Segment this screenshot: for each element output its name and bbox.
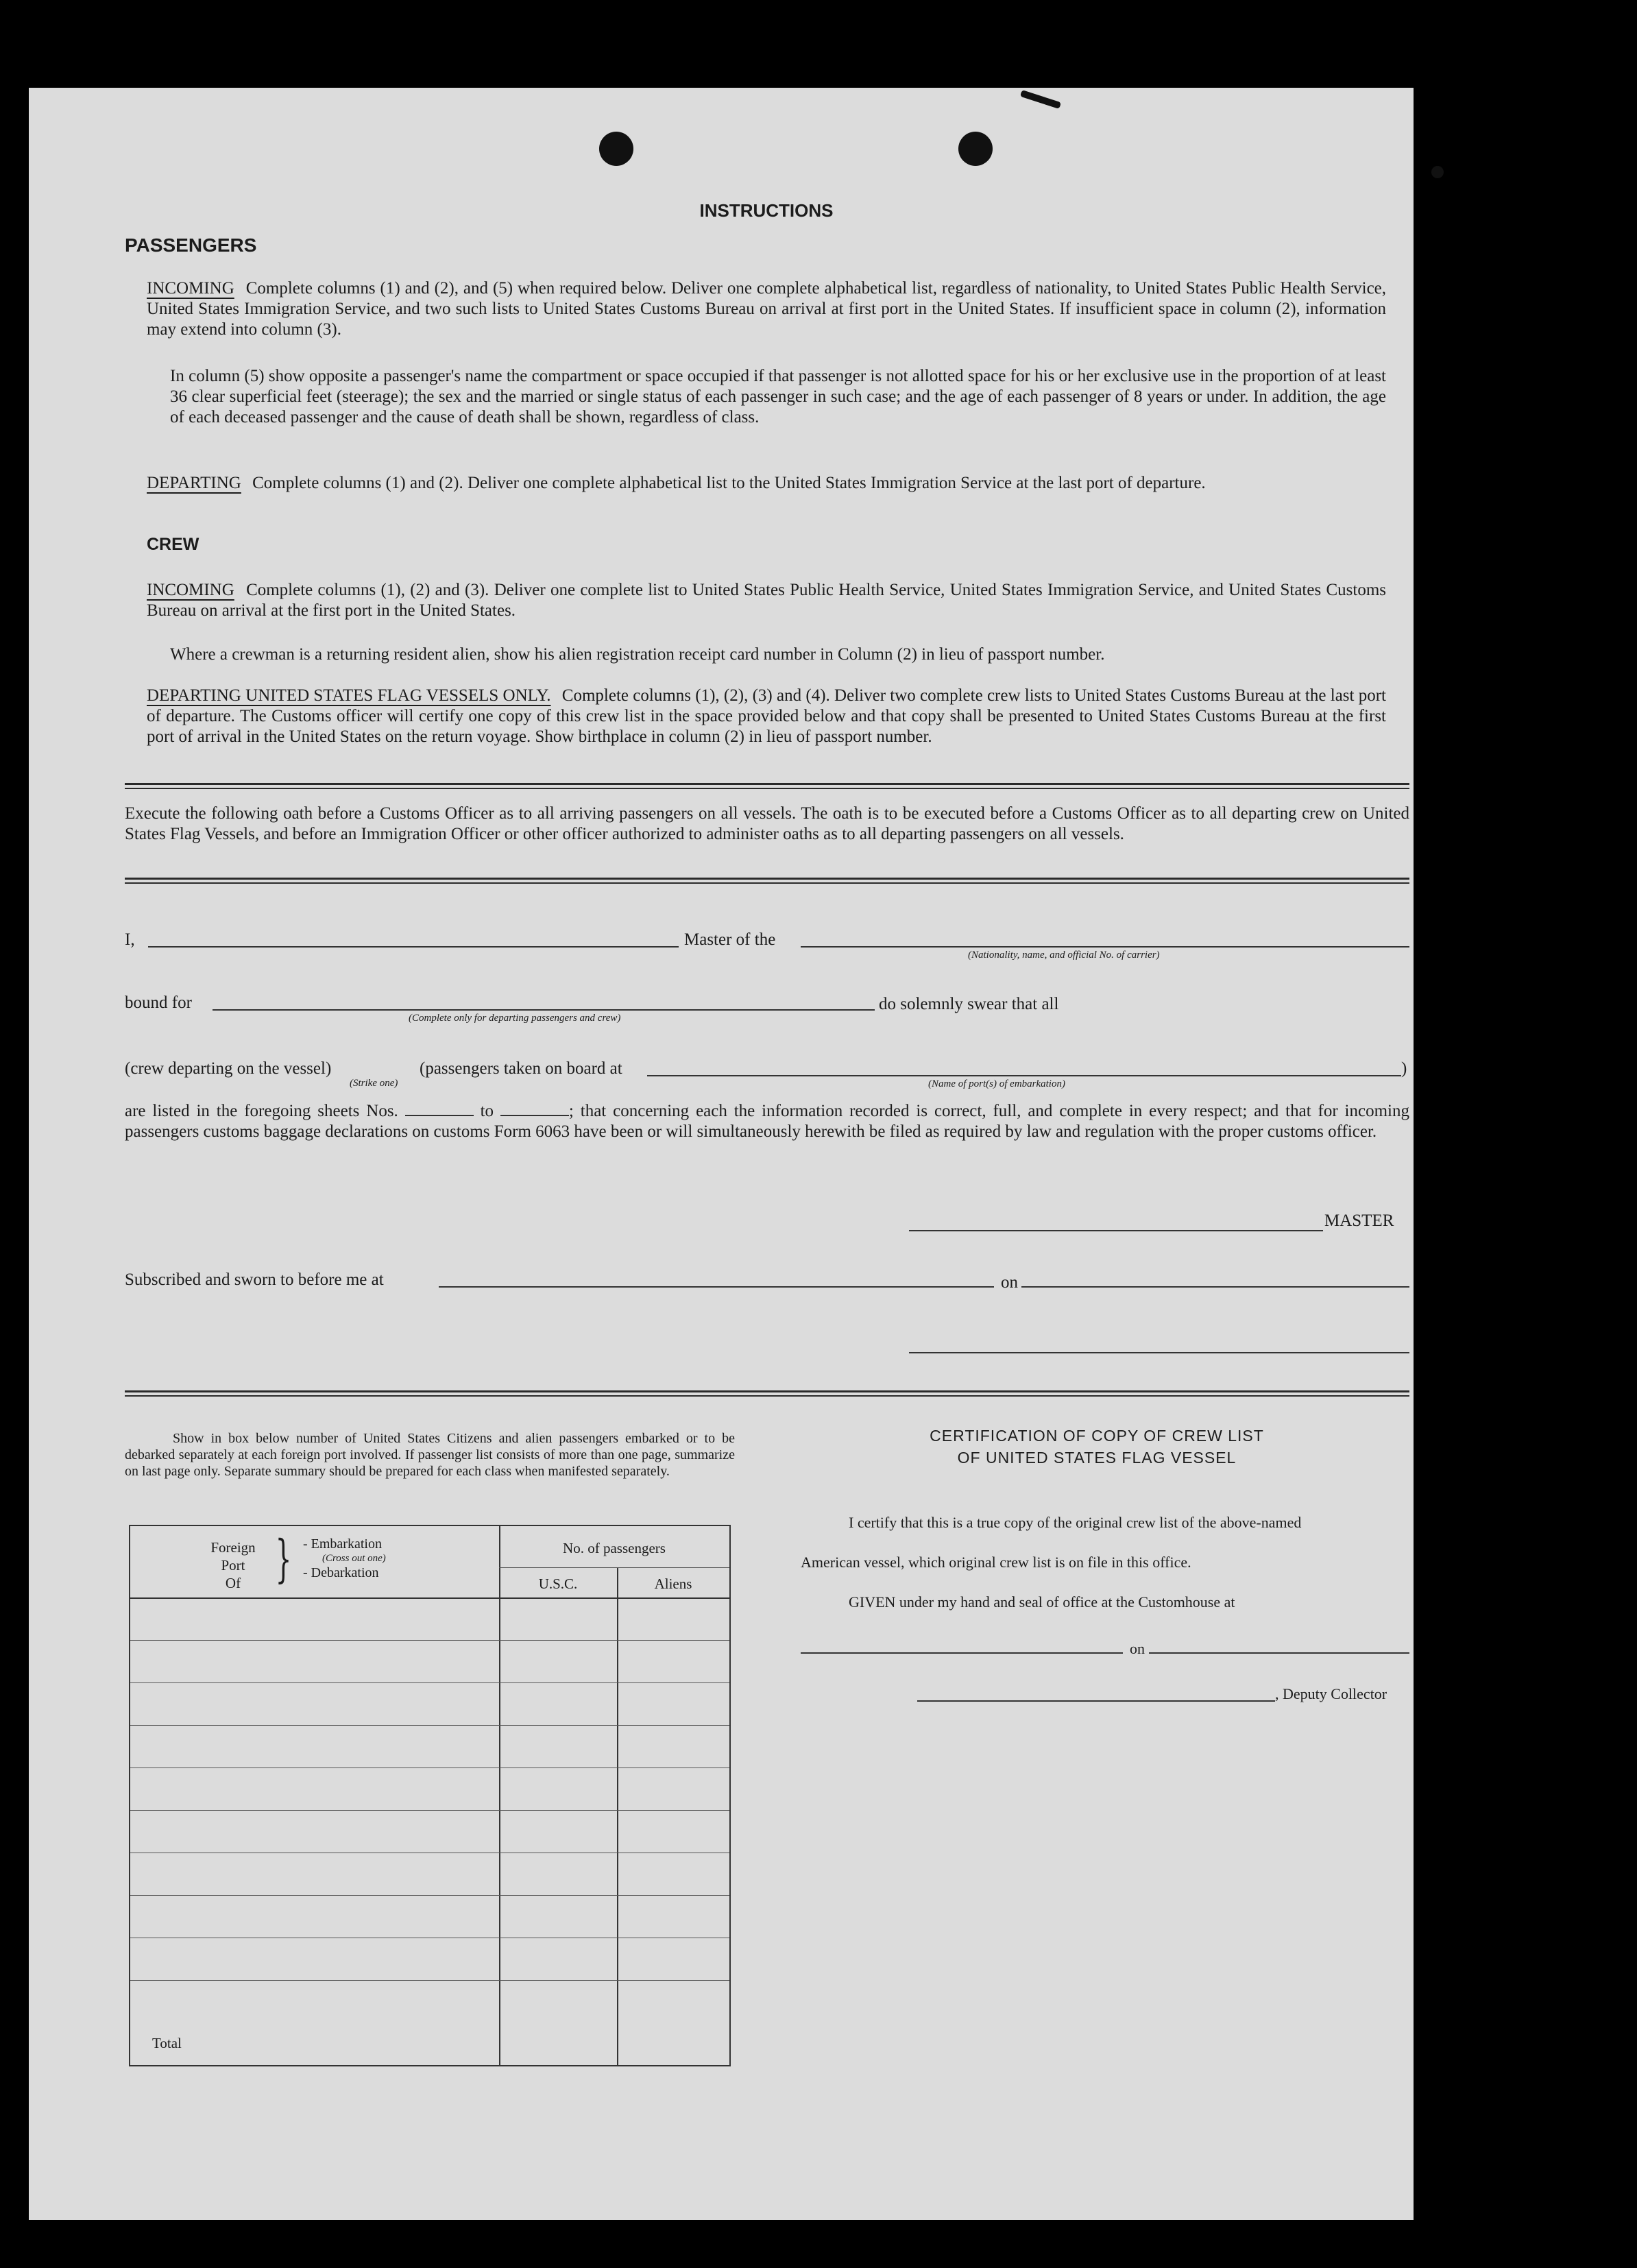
passenger-summary-table <box>129 1525 731 2066</box>
port-note: (Name of port(s) of embarkation) <box>928 1078 1065 1089</box>
of-label: Of <box>225 1575 241 1591</box>
bound-for-note: (Complete only for departing passengers and crew) <box>409 1013 621 1024</box>
column5-text: In column (5) show opposite a passenger's name the compartment or space occupied if that passenger is not allotted space for his or her exclusive use in the proportion of at least 36 clear superficial feet (steerage); the sex and the married or single status of each passenger in such case; and the age of each passenger of 8 years or under. In addition, the age of each deceased passenger and the cause of death shall be shown, regardless of class. <box>170 367 1386 426</box>
separator-line <box>125 878 1409 884</box>
separator-line <box>125 1390 1409 1397</box>
aliens-header: Aliens <box>654 1576 692 1592</box>
incoming-text: Complete columns (1) and (2), and (5) when required below. Deliver one complete alphabetical list, regardless of nationality, to United States Public Health Service, United States Immigration Service, and two such lists to United States Customs Bureau on arrival at first port in the United States. If insufficient space in column (2), information may extend into column (3). <box>147 279 1387 339</box>
deputy-collector-signature-field[interactable] <box>917 1700 1275 1702</box>
passengers-taken-label: (passengers taken on board at <box>420 1059 622 1078</box>
master-label: MASTER <box>1324 1211 1394 1230</box>
certification-date-field[interactable] <box>1149 1652 1409 1654</box>
certification-title <box>788 1425 1405 1469</box>
separator-line <box>125 783 1409 789</box>
punch-hole-right <box>958 132 993 166</box>
close-paren: ) <box>1401 1059 1407 1078</box>
embark-debark-label <box>303 1536 386 1581</box>
sheets-text-b: ; that concerning each the information recorded is correct, full, and complete in every respect; and that for incoming passengers customs baggage declarations on customs Form 6063 have been or will simultaneously herewith be filed as required by law and regulation with the proper customs officer. <box>125 1102 1409 1141</box>
crew-resident-text: Where a crewman is a returning resident alien, show his alien registration receipt card number in Column (2) in lieu of passport number. <box>170 645 1105 664</box>
sworn-date-field[interactable] <box>1021 1286 1409 1288</box>
certification-line2: American vessel, which original crew list is on file in this office. <box>801 1554 1191 1571</box>
table-row-line <box>130 1725 729 1726</box>
master-name-field[interactable] <box>148 946 679 948</box>
no-of-passengers-header: No. of passengers <box>563 1540 666 1556</box>
column5-paragraph <box>170 366 1386 428</box>
departing-label: DEPARTING <box>147 474 241 492</box>
certification-title-line1: CERTIFICATION OF COPY OF CREW LIST <box>930 1427 1264 1445</box>
table-row-line <box>130 1980 729 1981</box>
cross-out-note: (Cross out one) <box>322 1553 386 1564</box>
oath-intro-text: Execute the following oath before a Customs Officer as to all arriving passengers on all vessels. The oath is to be executed before a Customs Officer as to all departing crew on United States Flag Vessels, and before an Immigration Officer or other officer authorized to administer oaths as to all departing passengers on all vessels. <box>125 804 1409 843</box>
bound-for-field[interactable] <box>213 1009 875 1011</box>
sheets-from-field[interactable] <box>405 1115 474 1116</box>
embarkation-label: - Embarkation <box>303 1536 382 1552</box>
table-header-line <box>130 1597 729 1599</box>
departing-text: Complete columns (1) and (2). Deliver one complete alphabetical list to the United States Immigration Service at the last port of departure. <box>252 474 1206 492</box>
port-of-embarkation-field[interactable] <box>647 1075 1401 1076</box>
debarkation-label: - Debarkation <box>303 1565 379 1580</box>
bound-for-label: bound for <box>125 993 192 1012</box>
table-row-line <box>130 1640 729 1641</box>
crew-departing-label: (crew departing on the vessel) <box>125 1059 332 1078</box>
incoming-label: INCOMING <box>147 279 234 298</box>
crew-resident-paragraph <box>170 644 1386 665</box>
crew-flag-text: Complete columns (1), (2), (3) and (4). Deliver two complete crew lists to United States Customs Bureau at the last port of departure. The Customs officer will certify one copy of this crew list in the space provided below and that copy shall be presented to United States Customs Bureau at the first port of arrival in the United States on the return voyage. Show birthplace in column (2) in lieu of passport number. <box>147 686 1387 746</box>
instructions-title: INSTRUCTIONS <box>699 200 834 221</box>
crew-incoming-label: INCOMING <box>147 581 234 599</box>
brace: } <box>275 1530 292 1589</box>
foreign-port-label <box>206 1539 260 1592</box>
certification-title-line2: OF UNITED STATES FLAG VESSEL <box>957 1449 1237 1467</box>
crew-flag-label: DEPARTING UNITED STATES FLAG VESSELS ONLY. <box>147 686 551 705</box>
certification-on-label: on <box>1130 1640 1145 1657</box>
officer-signature-field[interactable] <box>909 1352 1409 1353</box>
table-divider <box>617 1567 618 2065</box>
sheets-to-label: to <box>480 1102 494 1120</box>
table-row-line <box>130 1895 729 1896</box>
sworn-place-field[interactable] <box>439 1286 994 1288</box>
crew-incoming-text: Complete columns (1), (2) and (3). Deliver one complete list to United States Public Health Service, United States Immigration Service, and United States Customs Bureau on arrival at the first port in the United States. <box>147 581 1386 620</box>
summary-instructions <box>125 1430 735 1480</box>
master-of-the-label: Master of the <box>684 930 776 949</box>
crew-heading: CREW <box>147 535 199 554</box>
swear-label: do solemnly swear that all <box>879 995 1059 1013</box>
port-label: Port <box>221 1557 245 1573</box>
sheets-text-a: are listed in the foregoing sheets Nos. <box>125 1102 398 1120</box>
oath-intro-paragraph <box>125 804 1409 845</box>
subscribed-label: Subscribed and sworn to before me at <box>125 1270 384 1289</box>
oath-i-label: I, <box>125 930 135 949</box>
passengers-incoming-paragraph <box>147 278 1386 340</box>
ink-speck <box>1431 166 1444 178</box>
table-header-line <box>499 1567 729 1568</box>
master-signature-field[interactable] <box>909 1230 1323 1231</box>
sheets-paragraph <box>125 1101 1409 1142</box>
table-row-line <box>130 1810 729 1811</box>
summary-instructions-text: Show in box below number of United States Citizens and alien passengers embarked or to be debarked separately at each foreign port involved. If passenger list consists of more than one page, summarize on last page only. Separate summary should be prepared for each class when manifested separately. <box>125 1431 735 1479</box>
customhouse-field[interactable] <box>801 1652 1123 1654</box>
carrier-field[interactable] <box>801 946 1409 948</box>
certification-line3: GIVEN under my hand and seal of office at the Customhouse at <box>849 1593 1235 1610</box>
usc-header: U.S.C. <box>538 1576 578 1592</box>
crew-incoming-paragraph <box>147 580 1386 621</box>
deputy-collector-label: , Deputy Collector <box>1275 1685 1387 1702</box>
sworn-on-label: on <box>1001 1273 1018 1292</box>
sheets-to-field[interactable] <box>500 1115 569 1116</box>
carrier-note: (Nationality, name, and official No. of carrier) <box>968 950 1160 961</box>
passengers-heading: PASSENGERS <box>125 234 257 256</box>
total-label: Total <box>152 2035 182 2051</box>
punch-hole-left <box>599 132 633 166</box>
certification-line1: I certify that this is a true copy of the original crew list of the above-named <box>849 1514 1302 1531</box>
strike-one-note: (Strike one) <box>350 1078 398 1089</box>
passengers-departing-paragraph <box>147 473 1386 494</box>
foreign-label: Foreign <box>210 1539 256 1556</box>
crew-flag-paragraph <box>147 686 1386 747</box>
table-row-line <box>130 1682 729 1683</box>
table-divider <box>499 1526 500 2065</box>
